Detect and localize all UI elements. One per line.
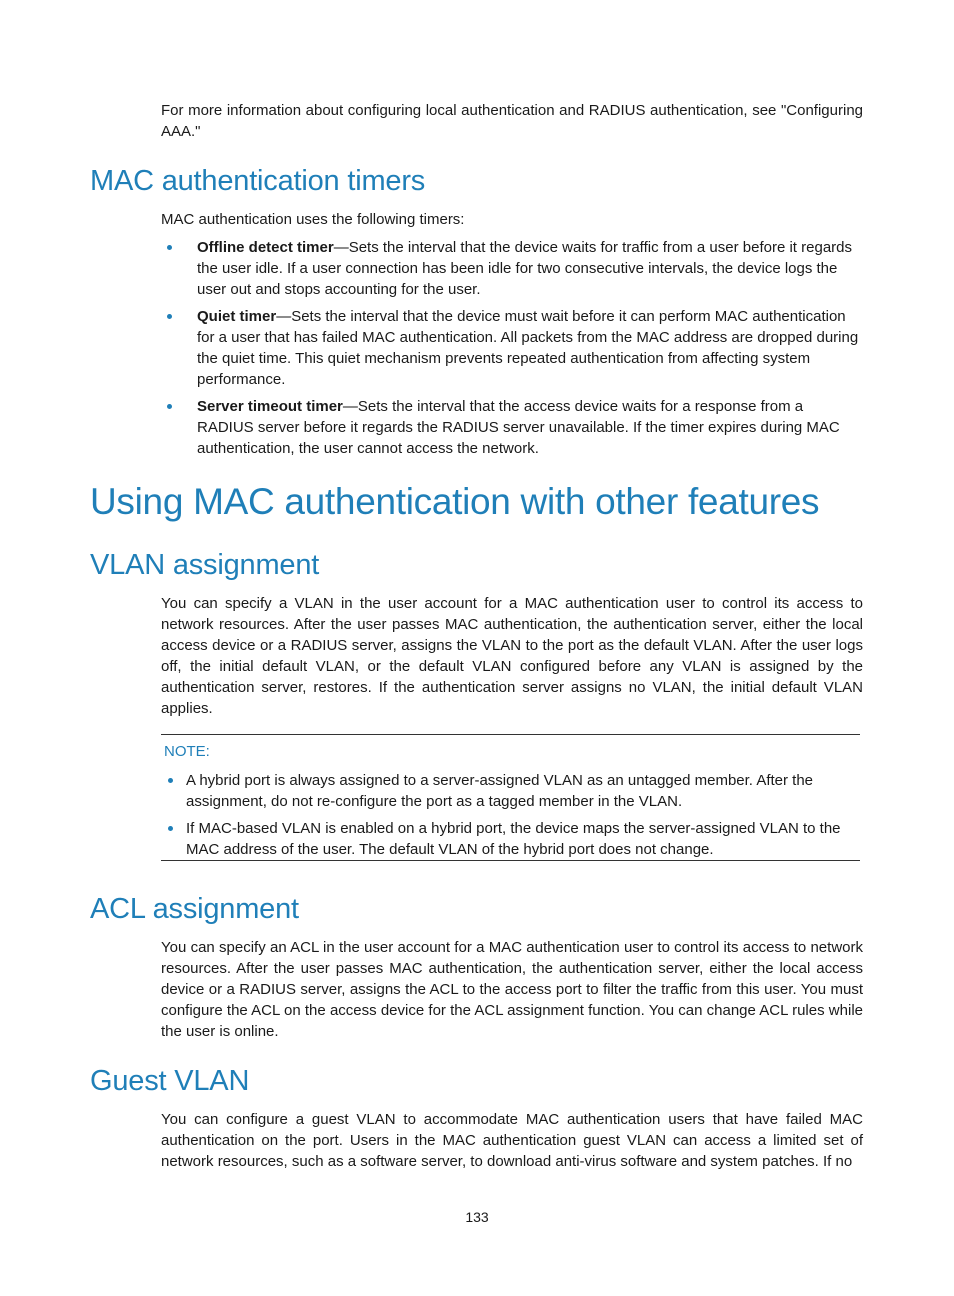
- list-item: [161, 396, 863, 459]
- bullet-icon: [168, 826, 173, 831]
- timer-description: —Sets the interval that the device must wait before it can perform MAC authentication for a user that has failed MAC authentication. All packets from the MAC address are dropped during the quiet time. This quiet mechanism prevents repeated authentication from affecting system performance.: [197, 308, 859, 388]
- guest-vlan-paragraph: You can configure a guest VLAN to accommodate MAC authentication users that have failed MAC authentication on the port. Users in the MAC authentication guest VLAN can access a limited set of network resources, such as a software server, to download anti-virus software and system patches. If no: [161, 1111, 863, 1170]
- mac-timers-intro: MAC authentication uses the following timers:: [161, 211, 465, 228]
- section-heading-acl-assignment: ACL assignment: [90, 893, 299, 925]
- section-heading-guest-vlan: Guest VLAN: [90, 1065, 250, 1097]
- list-item: [161, 770, 860, 812]
- bullet-icon: [167, 404, 172, 409]
- chapter-heading-other-features: Using MAC authentication with other features: [90, 481, 820, 522]
- timer-term: Quiet timer: [197, 308, 277, 325]
- note-label: NOTE:: [164, 743, 210, 760]
- page-number: 133: [465, 1209, 489, 1225]
- list-item: [161, 818, 860, 860]
- list-item: [161, 237, 863, 300]
- timer-description: —Sets the interval that the access device waits for a response from a RADIUS server before it regards the RADIUS server unavailable. If the timer expires during MAC authentication, the user cannot access the network.: [197, 398, 840, 457]
- note-text: If MAC-based VLAN is enabled on a hybrid port, the device maps the server-assigned VLAN to the MAC address of the user. The default VLAN of the hybrid port does not change.: [186, 820, 841, 858]
- section-heading-mac-timers: MAC authentication timers: [90, 165, 426, 197]
- timer-description: —Sets the interval that the device waits for traffic from a user before it regards the user idle. If a user connection has been idle for two consecutive intervals, the device logs the user out and stops accounting for the user.: [197, 239, 852, 298]
- note-list: [161, 770, 860, 866]
- vlan-assignment-paragraph: You can specify a VLAN in the user account for a MAC authentication user to control its access to network resources. After the user passes MAC authentication, the authentication server, either the local access device or a RADIUS server, assigns the VLAN to the port as the default VLAN. After the user logs off, the initial default VLAN, or the default VLAN configured before any VLAN is assigned by the authentication server, restores. If the authentication server assigns no VLAN, the initial default VLAN applies.: [161, 595, 863, 717]
- intro-paragraph: For more information about configuring local authentication and RADIUS authentication, see "Configuring AAA.": [161, 102, 863, 140]
- section-heading-vlan-assignment: VLAN assignment: [90, 549, 320, 581]
- timer-list: [161, 237, 863, 465]
- list-item: [161, 306, 863, 390]
- timer-term: Offline detect timer: [197, 239, 334, 256]
- timer-term: Server timeout timer: [197, 398, 343, 415]
- note-box: [161, 734, 860, 861]
- bullet-icon: [167, 314, 172, 319]
- bullet-icon: [167, 245, 172, 250]
- acl-assignment-paragraph: You can specify an ACL in the user account for a MAC authentication user to control its access to network resources. After the user passes MAC authentication, the authentication server, either the local access device or a RADIUS server, assigns the ACL to the access port to filter the traffic from this user. You must configure the ACL on the access device for the ACL assignment function. You can change ACL rules while the user is online.: [161, 939, 863, 1040]
- note-text: A hybrid port is always assigned to a server-assigned VLAN as an untagged member. After the assignment, do not re-configure the port as a tagged member in the VLAN.: [186, 772, 814, 810]
- bullet-icon: [168, 778, 173, 783]
